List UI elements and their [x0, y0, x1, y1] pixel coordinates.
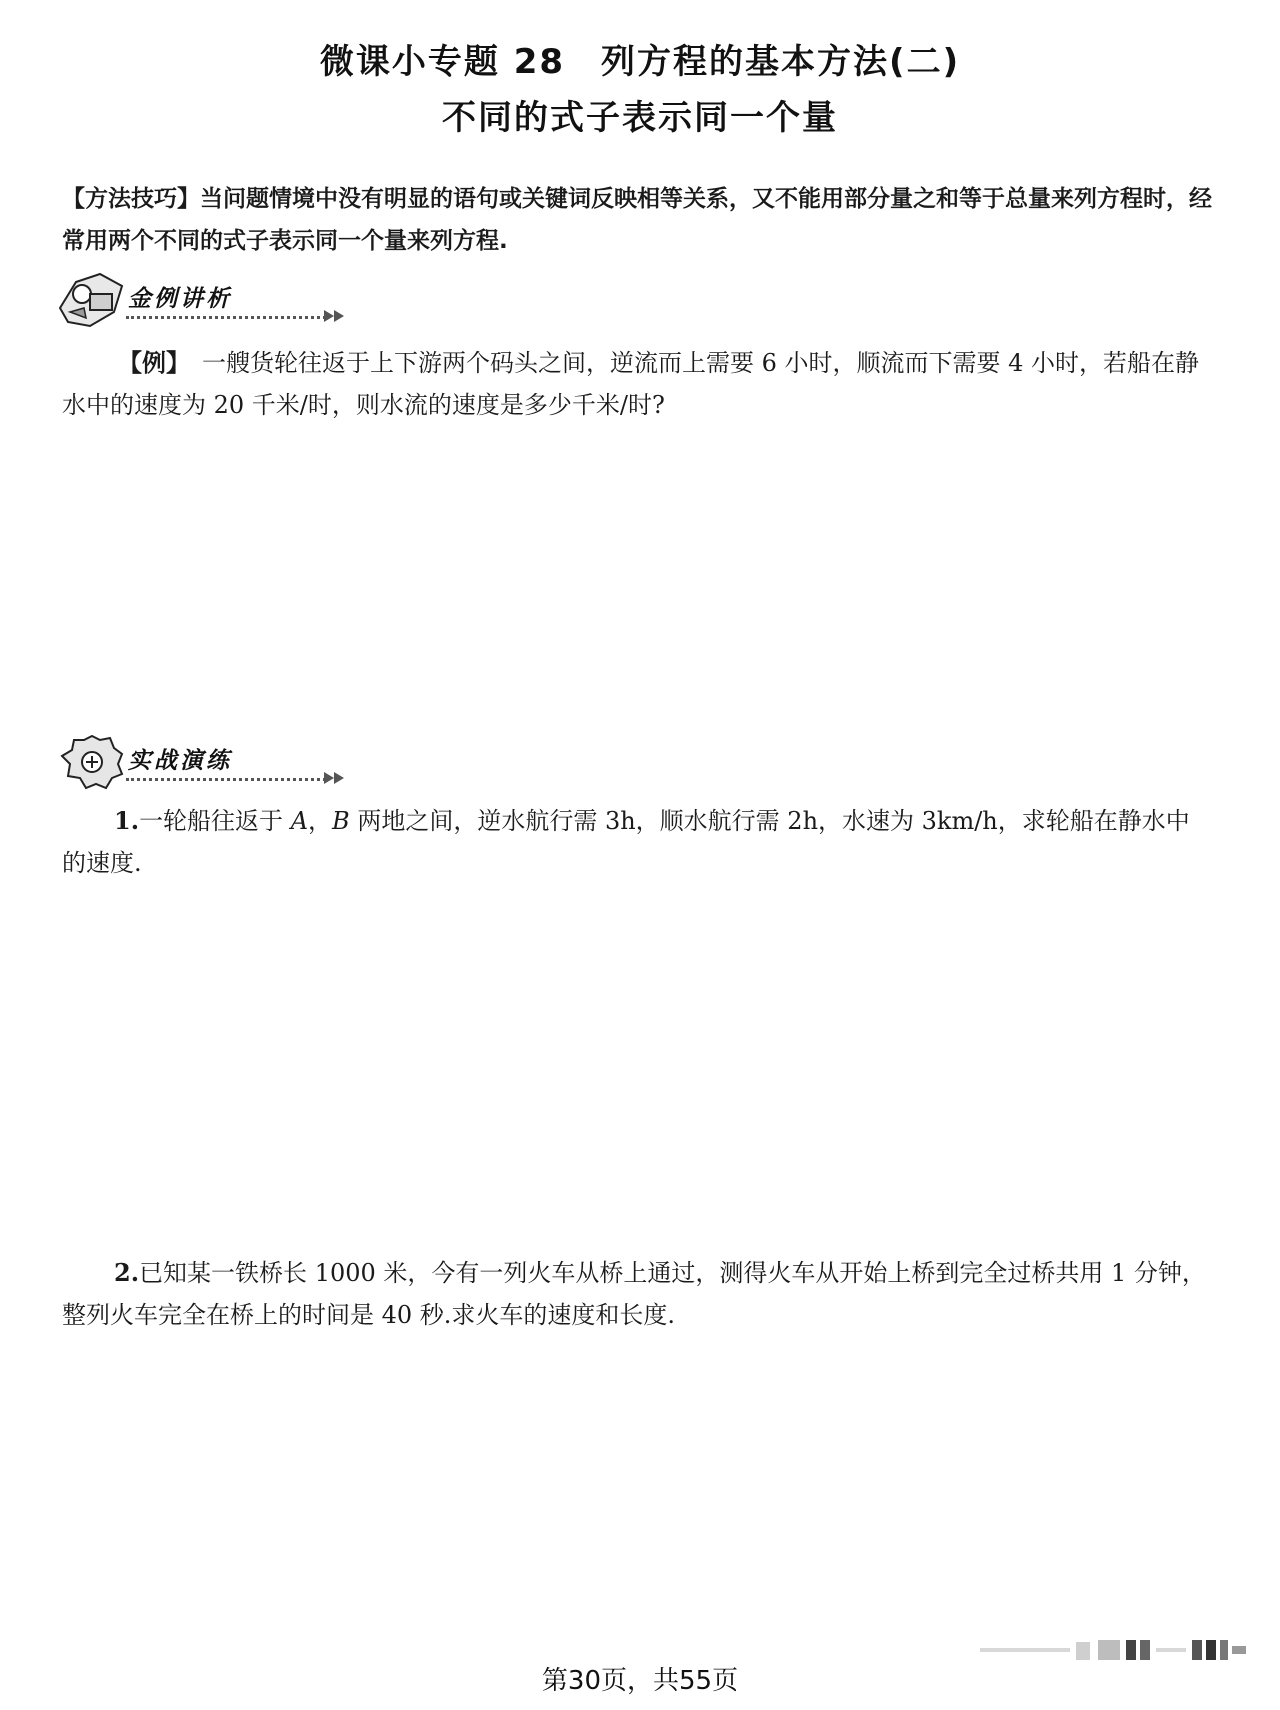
practice-section-header — [56, 730, 306, 794]
arrow-right-icon — [324, 308, 348, 324]
method-tips — [62, 178, 1212, 262]
practice-problem-2 — [62, 1252, 1212, 1336]
example-text: 一艘货轮往返于上下游两个码头之间，逆流而上需要 6 小时，顺流而下需要 4 小时，若船在静水中的速度为 20 千米/时，则水流的速度是多少千米/时? — [62, 349, 1200, 419]
gear-badge-icon — [56, 730, 128, 794]
problem-text: 已知某一铁桥长 1000 米，今有一列火车从桥上通过，测得火车从开始上桥到完全过桥共用 1 分钟，整列火车完全在桥上的时间是 40 秒.求火车的速度和长度. — [62, 1259, 1206, 1329]
problem-number: 1. — [114, 806, 140, 835]
arrow-right-icon — [324, 770, 348, 786]
problem-text-part: 一轮船往返于 — [139, 807, 291, 835]
section-divider — [126, 316, 326, 319]
page-footer: 第30页，共55页 — [541, 1666, 739, 1696]
practice-section-label: 实战演练 — [128, 748, 232, 774]
method-tag: 【方法技巧】 — [62, 186, 200, 212]
practice-problem-1 — [62, 800, 1212, 884]
example-problem — [62, 342, 1212, 426]
section-divider — [126, 778, 326, 781]
teacher-badge-icon — [56, 268, 128, 332]
example-tag: 【例】 — [118, 349, 178, 377]
point-b-label: B — [332, 807, 350, 835]
point-a-label: A — [290, 807, 309, 835]
example-section-header — [56, 268, 306, 332]
page-title: 微课小专题 28 列方程的基本方法(二) — [319, 42, 961, 82]
separator: ， — [308, 807, 333, 835]
problem-text-part: 两地之间，逆水航行需 3h，顺水航行需 2h，水速为 3km/h，求轮船在静水中的速度. — [62, 807, 1190, 877]
page-subtitle: 不同的式子表示同一个量 — [442, 98, 838, 138]
problem-number: 2. — [114, 1258, 140, 1287]
method-text: 当问题情境中没有明显的语句或关键词反映相等关系，又不能用部分量之和等于总量来列方程时，经常用两个不同的式子表示同一个量来列方程. — [62, 186, 1212, 254]
example-section-label: 金例讲析 — [128, 286, 232, 312]
